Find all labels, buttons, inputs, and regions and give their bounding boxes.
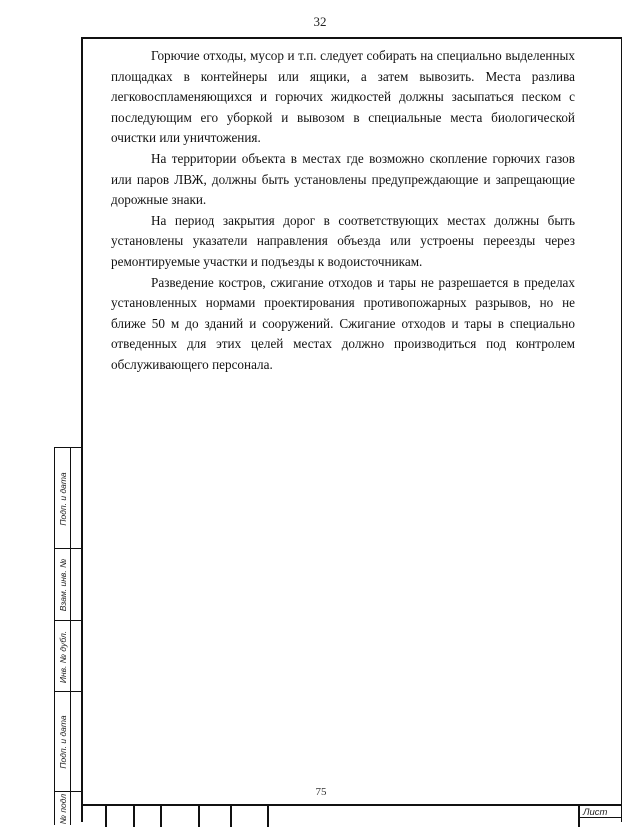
paragraph: На территории объекта в местах где возможно скопление горючих газов или паров ЛВЖ, должны быть установлены предупреждающие и запрещающие дорожные знаки. bbox=[111, 150, 575, 208]
side-stamp bbox=[54, 447, 81, 825]
title-block-divider bbox=[267, 806, 269, 827]
title-block-divider bbox=[198, 806, 200, 827]
sheet-cell-rule bbox=[580, 817, 622, 818]
title-block bbox=[81, 804, 622, 825]
page-number: 32 bbox=[313, 14, 327, 29]
title-block-divider bbox=[160, 806, 162, 827]
sheet-number-cell bbox=[578, 806, 622, 827]
side-stamp-label: Взам. инв. № bbox=[57, 558, 68, 612]
side-stamp-label: Подп. и дата bbox=[57, 471, 68, 526]
body-text bbox=[111, 46, 575, 376]
paragraph: Горючие отходы, мусор и т.п. следует собирать на специально выделенных площадках в контейнеры или ящики, а затем вывозить. Места разлива легковоспламеняющихся и горючих жидкостей должны засыпаться песком с последующим его уборкой и вывозом в специальные места биологической очистки или уничтожения. bbox=[111, 48, 575, 146]
paragraph: На период закрытия дорог в соответствующих местах должны быть установлены указатели направления объезда или устроены переезды через ремонтируемые участки и подъезды к водоисточникам. bbox=[111, 212, 575, 269]
title-block-divider bbox=[133, 806, 135, 827]
side-stamp-label: Подп. и дата bbox=[57, 715, 68, 769]
side-stamp-label: Инв. № дубл. bbox=[57, 630, 68, 683]
paragraph: Разведение костров, сжигание отходов и тары не разрешается в пределах установленных нормами проектирования противопожарных разрывов, но не ближе 50 м до зданий и сооружений. Сжигание отходов и тары в специально отведенных для этих целей местах должно производиться под контролем обслуживающего персонала. bbox=[111, 274, 575, 372]
sheet-label: Лист bbox=[583, 807, 608, 818]
title-block-divider bbox=[230, 806, 232, 827]
footer-number: 75 bbox=[315, 786, 327, 798]
side-stamp-label: № подл bbox=[57, 793, 68, 825]
title-block-divider bbox=[105, 806, 107, 827]
